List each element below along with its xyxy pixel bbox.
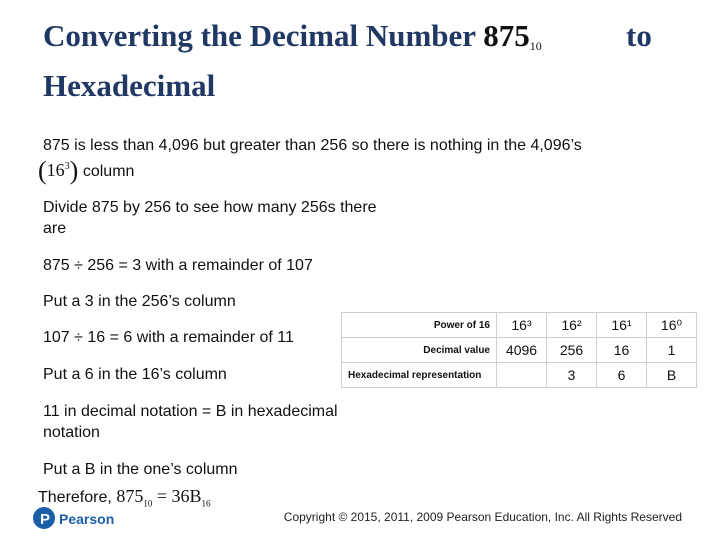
table-cell: 16³ [497, 313, 547, 338]
title-to: to [626, 18, 652, 53]
table-row [342, 338, 697, 363]
power-expression: $(16^3)$ column [38, 156, 135, 185]
paragraph-1: 875 is less than 4,096 but greater than 256 so there is nothing in the 4,096’s [43, 137, 582, 154]
table-cell: 1 [647, 338, 697, 363]
therefore-line: Therefore, $875_{10} = 36B_{16}$ [38, 486, 211, 509]
table-row [342, 313, 697, 338]
paragraph-8: Put a B in the one’s column [43, 461, 238, 478]
paragraph-5: 107 ÷ 16 = 6 with a remainder of 11 [43, 329, 294, 346]
title-text: Converting the Decimal Number [43, 18, 476, 53]
copyright-notice: Copyright © 2015, 2011, 2009 Pearson Education, Inc. All Rights Reserved [283, 510, 682, 524]
table-cell: 16¹ [597, 313, 647, 338]
table-cell: 4096 [497, 338, 547, 363]
logo-mark-letter: P [40, 511, 51, 528]
table-cell: 3 [547, 363, 597, 388]
title-line-2: Hexadecimal [43, 68, 216, 103]
title-number: $875_{10}$ [483, 18, 542, 53]
table-row-label: Power of 16 [342, 313, 497, 338]
pearson-logo [33, 505, 123, 531]
paragraph-6: Put a 6 in the 16’s column [43, 366, 227, 383]
table-cell: 16 [597, 338, 647, 363]
paragraph-4: Put a 3 in the 256’s column [43, 293, 236, 310]
column-word: column [82, 163, 135, 180]
table-row-label: Decimal value [342, 338, 497, 363]
paragraph-3: 875 ÷ 256 = 3 with a remainder of 107 [43, 257, 313, 274]
slide-title [43, 16, 683, 106]
table-cell: B [647, 363, 697, 388]
paragraph-2: Divide 875 by 256 to see how many 256s there are [43, 199, 377, 237]
table-cell: 256 [547, 338, 597, 363]
logo-text: Pearson [59, 511, 115, 527]
table-cell: 6 [597, 363, 647, 388]
table-row-label: Hexadecimal representation [342, 363, 497, 388]
table-cell: 16² [547, 313, 597, 338]
table-row [342, 363, 697, 388]
title-line-1 [43, 16, 683, 66]
paragraph-7: 11 in decimal notation = B in hexadecimal notation [43, 403, 338, 441]
hex-place-value-table [341, 312, 697, 388]
table-cell: 16⁰ [647, 313, 697, 338]
table-cell [497, 363, 547, 388]
